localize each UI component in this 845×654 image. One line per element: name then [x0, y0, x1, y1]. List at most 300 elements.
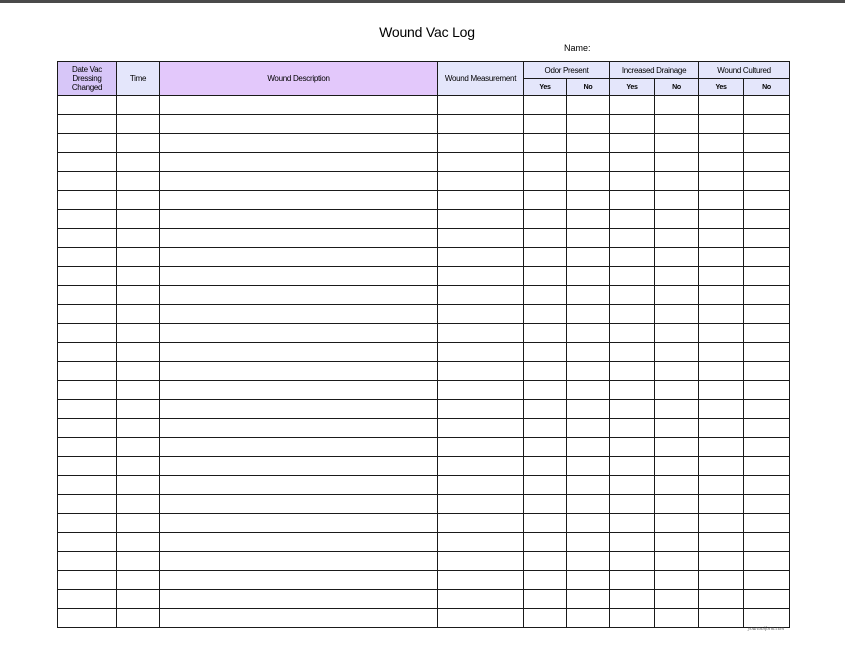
- drainage-yes-cell[interactable]: [610, 96, 655, 115]
- drainage-no-cell[interactable]: [655, 438, 699, 457]
- description-cell[interactable]: [160, 552, 438, 571]
- table-row: [58, 533, 790, 552]
- description-cell[interactable]: [160, 419, 438, 438]
- drainage-yes-cell[interactable]: [610, 457, 655, 476]
- top-border-bar: [0, 0, 845, 3]
- cultured-no-cell[interactable]: [744, 267, 790, 286]
- cultured-no-cell[interactable]: [744, 457, 790, 476]
- odor-no-cell[interactable]: [567, 153, 610, 172]
- table-row: [58, 552, 790, 571]
- odor-no-cell[interactable]: [567, 438, 610, 457]
- table-row: [58, 229, 790, 248]
- table-row: [58, 172, 790, 191]
- measurement-cell[interactable]: [438, 476, 524, 495]
- odor-no-cell[interactable]: [567, 305, 610, 324]
- date-cell[interactable]: [58, 172, 117, 191]
- description-cell[interactable]: [160, 533, 438, 552]
- measurement-cell[interactable]: [438, 362, 524, 381]
- time-cell[interactable]: [117, 210, 160, 229]
- cultured-no-cell[interactable]: [744, 305, 790, 324]
- cultured-yes-cell[interactable]: [699, 438, 744, 457]
- measurement-cell[interactable]: [438, 134, 524, 153]
- drainage-yes-cell[interactable]: [610, 495, 655, 514]
- drainage-yes-cell[interactable]: [610, 134, 655, 153]
- table-row: [58, 96, 790, 115]
- time-cell[interactable]: [117, 286, 160, 305]
- time-cell[interactable]: [117, 248, 160, 267]
- odor-no-cell[interactable]: [567, 552, 610, 571]
- drainage-no-cell[interactable]: [655, 115, 699, 134]
- cultured-yes-cell[interactable]: [699, 267, 744, 286]
- drainage-yes-cell[interactable]: [610, 438, 655, 457]
- date-cell[interactable]: [58, 134, 117, 153]
- drainage-no-cell[interactable]: [655, 571, 699, 590]
- odor-no-cell[interactable]: [567, 267, 610, 286]
- cultured-no-cell[interactable]: [744, 172, 790, 191]
- time-cell[interactable]: [117, 115, 160, 134]
- date-cell[interactable]: [58, 381, 117, 400]
- odor-yes-cell[interactable]: [524, 400, 567, 419]
- cultured-no-cell[interactable]: [744, 400, 790, 419]
- date-cell[interactable]: [58, 495, 117, 514]
- date-cell[interactable]: [58, 248, 117, 267]
- measurement-cell[interactable]: [438, 495, 524, 514]
- odor-yes-cell[interactable]: [524, 590, 567, 609]
- odor-yes-cell[interactable]: [524, 476, 567, 495]
- odor-yes-cell[interactable]: [524, 210, 567, 229]
- measurement-cell[interactable]: [438, 381, 524, 400]
- measurement-cell[interactable]: [438, 533, 524, 552]
- description-cell[interactable]: [160, 115, 438, 134]
- drainage-no-cell[interactable]: [655, 457, 699, 476]
- table-row: [58, 115, 790, 134]
- cultured-yes-cell[interactable]: [699, 210, 744, 229]
- table-row: [58, 400, 790, 419]
- time-cell[interactable]: [117, 96, 160, 115]
- cultured-yes-cell[interactable]: [699, 343, 744, 362]
- cultured-yes-cell[interactable]: [699, 590, 744, 609]
- cultured-yes-cell[interactable]: [699, 457, 744, 476]
- odor-no-cell[interactable]: [567, 324, 610, 343]
- cultured-yes-cell[interactable]: [699, 305, 744, 324]
- odor-no-cell[interactable]: [567, 248, 610, 267]
- drainage-yes-cell[interactable]: [610, 267, 655, 286]
- odor-no-cell[interactable]: [567, 362, 610, 381]
- odor-yes-cell[interactable]: [524, 172, 567, 191]
- drainage-yes-cell[interactable]: [610, 210, 655, 229]
- cultured-no-cell[interactable]: [744, 343, 790, 362]
- odor-yes-cell[interactable]: [524, 305, 567, 324]
- measurement-cell[interactable]: [438, 514, 524, 533]
- time-cell[interactable]: [117, 153, 160, 172]
- description-cell[interactable]: [160, 286, 438, 305]
- drainage-no-cell[interactable]: [655, 590, 699, 609]
- odor-yes-cell[interactable]: [524, 514, 567, 533]
- odor-yes-cell[interactable]: [524, 362, 567, 381]
- cultured-no-cell[interactable]: [744, 552, 790, 571]
- odor-yes-cell[interactable]: [524, 324, 567, 343]
- odor-yes-cell[interactable]: [524, 419, 567, 438]
- description-cell[interactable]: [160, 324, 438, 343]
- odor-yes-cell[interactable]: [524, 286, 567, 305]
- odor-no-cell[interactable]: [567, 191, 610, 210]
- date-cell[interactable]: [58, 400, 117, 419]
- date-cell[interactable]: [58, 476, 117, 495]
- table-row: [58, 381, 790, 400]
- cultured-yes-cell[interactable]: [699, 476, 744, 495]
- measurement-cell[interactable]: [438, 172, 524, 191]
- measurement-cell[interactable]: [438, 343, 524, 362]
- drainage-no-cell[interactable]: [655, 229, 699, 248]
- footer-credit: yourtoolform.com: [748, 627, 784, 632]
- cultured-yes-cell[interactable]: [699, 286, 744, 305]
- cultured-yes-cell[interactable]: [699, 495, 744, 514]
- cultured-yes-cell[interactable]: [699, 571, 744, 590]
- description-cell[interactable]: [160, 571, 438, 590]
- drainage-yes-cell[interactable]: [610, 552, 655, 571]
- odor-no-cell[interactable]: [567, 514, 610, 533]
- odor-yes-cell[interactable]: [524, 343, 567, 362]
- odor-no-cell[interactable]: [567, 609, 610, 628]
- cultured-no-cell[interactable]: [744, 533, 790, 552]
- measurement-cell[interactable]: [438, 438, 524, 457]
- drainage-no-cell[interactable]: [655, 419, 699, 438]
- cultured-yes-cell[interactable]: [699, 514, 744, 533]
- odor-yes-cell[interactable]: [524, 191, 567, 210]
- description-cell[interactable]: [160, 362, 438, 381]
- drainage-yes-cell[interactable]: [610, 533, 655, 552]
- description-cell[interactable]: [160, 381, 438, 400]
- cultured-no-cell[interactable]: [744, 153, 790, 172]
- odor-no-cell[interactable]: [567, 172, 610, 191]
- time-cell[interactable]: [117, 609, 160, 628]
- cultured-yes-cell[interactable]: [699, 153, 744, 172]
- odor-yes-cell[interactable]: [524, 495, 567, 514]
- description-cell[interactable]: [160, 229, 438, 248]
- cultured-yes-cell[interactable]: [699, 400, 744, 419]
- header-odor-no: No: [567, 79, 610, 96]
- measurement-cell[interactable]: [438, 96, 524, 115]
- description-cell[interactable]: [160, 514, 438, 533]
- drainage-yes-cell[interactable]: [610, 400, 655, 419]
- drainage-yes-cell[interactable]: [610, 172, 655, 191]
- description-cell[interactable]: [160, 191, 438, 210]
- drainage-yes-cell[interactable]: [610, 115, 655, 134]
- date-cell[interactable]: [58, 533, 117, 552]
- odor-no-cell[interactable]: [567, 400, 610, 419]
- odor-yes-cell[interactable]: [524, 438, 567, 457]
- drainage-no-cell[interactable]: [655, 286, 699, 305]
- odor-yes-cell[interactable]: [524, 229, 567, 248]
- odor-yes-cell[interactable]: [524, 609, 567, 628]
- measurement-cell[interactable]: [438, 153, 524, 172]
- cultured-no-cell[interactable]: [744, 590, 790, 609]
- drainage-yes-cell[interactable]: [610, 324, 655, 343]
- time-cell[interactable]: [117, 400, 160, 419]
- odor-yes-cell[interactable]: [524, 552, 567, 571]
- description-cell[interactable]: [160, 305, 438, 324]
- drainage-no-cell[interactable]: [655, 96, 699, 115]
- odor-no-cell[interactable]: [567, 134, 610, 153]
- time-cell[interactable]: [117, 495, 160, 514]
- cultured-yes-cell[interactable]: [699, 172, 744, 191]
- drainage-no-cell[interactable]: [655, 381, 699, 400]
- header-time: Time: [117, 62, 160, 96]
- date-cell[interactable]: [58, 267, 117, 286]
- time-cell[interactable]: [117, 191, 160, 210]
- cultured-no-cell[interactable]: [744, 609, 790, 628]
- measurement-cell[interactable]: [438, 400, 524, 419]
- table-row: [58, 210, 790, 229]
- odor-no-cell[interactable]: [567, 476, 610, 495]
- drainage-yes-cell[interactable]: [610, 305, 655, 324]
- header-wound-measurement: Wound Measurement: [438, 62, 524, 96]
- drainage-no-cell[interactable]: [655, 609, 699, 628]
- cultured-yes-cell[interactable]: [699, 248, 744, 267]
- drainage-yes-cell[interactable]: [610, 286, 655, 305]
- date-cell[interactable]: [58, 191, 117, 210]
- odor-no-cell[interactable]: [567, 419, 610, 438]
- description-cell[interactable]: [160, 590, 438, 609]
- odor-no-cell[interactable]: [567, 286, 610, 305]
- time-cell[interactable]: [117, 324, 160, 343]
- odor-yes-cell[interactable]: [524, 381, 567, 400]
- cultured-no-cell[interactable]: [744, 514, 790, 533]
- time-cell[interactable]: [117, 134, 160, 153]
- description-cell[interactable]: [160, 134, 438, 153]
- description-cell[interactable]: [160, 210, 438, 229]
- time-cell[interactable]: [117, 419, 160, 438]
- cultured-no-cell[interactable]: [744, 96, 790, 115]
- time-cell[interactable]: [117, 571, 160, 590]
- odor-no-cell[interactable]: [567, 381, 610, 400]
- drainage-yes-cell[interactable]: [610, 381, 655, 400]
- cultured-no-cell[interactable]: [744, 134, 790, 153]
- time-cell[interactable]: [117, 533, 160, 552]
- date-cell[interactable]: [58, 286, 117, 305]
- header-odor-present: Odor Present: [524, 62, 610, 79]
- drainage-yes-cell[interactable]: [610, 343, 655, 362]
- date-cell[interactable]: [58, 115, 117, 134]
- description-cell[interactable]: [160, 248, 438, 267]
- drainage-no-cell[interactable]: [655, 134, 699, 153]
- cultured-yes-cell[interactable]: [699, 191, 744, 210]
- odor-yes-cell[interactable]: [524, 571, 567, 590]
- drainage-no-cell[interactable]: [655, 172, 699, 191]
- drainage-yes-cell[interactable]: [610, 248, 655, 267]
- odor-no-cell[interactable]: [567, 533, 610, 552]
- date-cell[interactable]: [58, 229, 117, 248]
- measurement-cell[interactable]: [438, 571, 524, 590]
- drainage-no-cell[interactable]: [655, 533, 699, 552]
- drainage-yes-cell[interactable]: [610, 476, 655, 495]
- date-cell[interactable]: [58, 457, 117, 476]
- measurement-cell[interactable]: [438, 457, 524, 476]
- drainage-yes-cell[interactable]: [610, 419, 655, 438]
- cultured-yes-cell[interactable]: [699, 362, 744, 381]
- cultured-yes-cell[interactable]: [699, 134, 744, 153]
- drainage-yes-cell[interactable]: [610, 514, 655, 533]
- odor-no-cell[interactable]: [567, 229, 610, 248]
- description-cell[interactable]: [160, 609, 438, 628]
- table-row: [58, 248, 790, 267]
- date-cell[interactable]: [58, 514, 117, 533]
- table-row: [58, 286, 790, 305]
- odor-yes-cell[interactable]: [524, 533, 567, 552]
- odor-no-cell[interactable]: [567, 96, 610, 115]
- cultured-no-cell[interactable]: [744, 438, 790, 457]
- odor-no-cell[interactable]: [567, 115, 610, 134]
- time-cell[interactable]: [117, 267, 160, 286]
- date-cell[interactable]: [58, 362, 117, 381]
- measurement-cell[interactable]: [438, 248, 524, 267]
- cultured-no-cell[interactable]: [744, 229, 790, 248]
- cultured-no-cell[interactable]: [744, 362, 790, 381]
- cultured-yes-cell[interactable]: [699, 115, 744, 134]
- odor-no-cell[interactable]: [567, 571, 610, 590]
- date-cell[interactable]: [58, 571, 117, 590]
- cultured-no-cell[interactable]: [744, 191, 790, 210]
- drainage-yes-cell[interactable]: [610, 362, 655, 381]
- time-cell[interactable]: [117, 438, 160, 457]
- cultured-no-cell[interactable]: [744, 381, 790, 400]
- drainage-no-cell[interactable]: [655, 267, 699, 286]
- cultured-no-cell[interactable]: [744, 115, 790, 134]
- time-cell[interactable]: [117, 229, 160, 248]
- odor-no-cell[interactable]: [567, 210, 610, 229]
- drainage-no-cell[interactable]: [655, 248, 699, 267]
- time-cell[interactable]: [117, 343, 160, 362]
- drainage-no-cell[interactable]: [655, 191, 699, 210]
- cultured-yes-cell[interactable]: [699, 324, 744, 343]
- measurement-cell[interactable]: [438, 229, 524, 248]
- cultured-yes-cell[interactable]: [699, 533, 744, 552]
- drainage-no-cell[interactable]: [655, 362, 699, 381]
- drainage-yes-cell[interactable]: [610, 191, 655, 210]
- drainage-no-cell[interactable]: [655, 343, 699, 362]
- measurement-cell[interactable]: [438, 609, 524, 628]
- measurement-cell[interactable]: [438, 286, 524, 305]
- odor-yes-cell[interactable]: [524, 115, 567, 134]
- odor-no-cell[interactable]: [567, 590, 610, 609]
- cultured-no-cell[interactable]: [744, 476, 790, 495]
- cultured-no-cell[interactable]: [744, 210, 790, 229]
- drainage-no-cell[interactable]: [655, 495, 699, 514]
- measurement-cell[interactable]: [438, 267, 524, 286]
- measurement-cell[interactable]: [438, 115, 524, 134]
- description-cell[interactable]: [160, 267, 438, 286]
- description-cell[interactable]: [160, 495, 438, 514]
- drainage-no-cell[interactable]: [655, 210, 699, 229]
- cultured-no-cell[interactable]: [744, 419, 790, 438]
- measurement-cell[interactable]: [438, 590, 524, 609]
- cultured-no-cell[interactable]: [744, 248, 790, 267]
- description-cell[interactable]: [160, 172, 438, 191]
- description-cell[interactable]: [160, 153, 438, 172]
- drainage-yes-cell[interactable]: [610, 590, 655, 609]
- time-cell[interactable]: [117, 552, 160, 571]
- cultured-no-cell[interactable]: [744, 571, 790, 590]
- cultured-yes-cell[interactable]: [699, 96, 744, 115]
- date-cell[interactable]: [58, 438, 117, 457]
- date-cell[interactable]: [58, 96, 117, 115]
- drainage-yes-cell[interactable]: [610, 609, 655, 628]
- description-cell[interactable]: [160, 400, 438, 419]
- odor-yes-cell[interactable]: [524, 248, 567, 267]
- time-cell[interactable]: [117, 514, 160, 533]
- measurement-cell[interactable]: [438, 305, 524, 324]
- odor-yes-cell[interactable]: [524, 96, 567, 115]
- date-cell[interactable]: [58, 419, 117, 438]
- cultured-yes-cell[interactable]: [699, 229, 744, 248]
- odor-no-cell[interactable]: [567, 495, 610, 514]
- drainage-yes-cell[interactable]: [610, 153, 655, 172]
- cultured-yes-cell[interactable]: [699, 609, 744, 628]
- cultured-yes-cell[interactable]: [699, 381, 744, 400]
- time-cell[interactable]: [117, 362, 160, 381]
- time-cell[interactable]: [117, 476, 160, 495]
- date-cell[interactable]: [58, 552, 117, 571]
- drainage-yes-cell[interactable]: [610, 571, 655, 590]
- description-cell[interactable]: [160, 343, 438, 362]
- description-cell[interactable]: [160, 476, 438, 495]
- description-cell[interactable]: [160, 457, 438, 476]
- measurement-cell[interactable]: [438, 324, 524, 343]
- header-cultured-no: No: [744, 79, 790, 96]
- date-cell[interactable]: [58, 590, 117, 609]
- table-row: [58, 571, 790, 590]
- date-cell[interactable]: [58, 343, 117, 362]
- cultured-no-cell[interactable]: [744, 495, 790, 514]
- odor-no-cell[interactable]: [567, 457, 610, 476]
- odor-yes-cell[interactable]: [524, 153, 567, 172]
- date-cell[interactable]: [58, 609, 117, 628]
- time-cell[interactable]: [117, 457, 160, 476]
- time-cell[interactable]: [117, 172, 160, 191]
- date-cell[interactable]: [58, 210, 117, 229]
- drainage-no-cell[interactable]: [655, 476, 699, 495]
- cultured-yes-cell[interactable]: [699, 552, 744, 571]
- odor-yes-cell[interactable]: [524, 134, 567, 153]
- drainage-no-cell[interactable]: [655, 324, 699, 343]
- odor-no-cell[interactable]: [567, 343, 610, 362]
- time-cell[interactable]: [117, 590, 160, 609]
- measurement-cell[interactable]: [438, 191, 524, 210]
- odor-yes-cell[interactable]: [524, 457, 567, 476]
- time-cell[interactable]: [117, 305, 160, 324]
- odor-yes-cell[interactable]: [524, 267, 567, 286]
- cultured-no-cell[interactable]: [744, 286, 790, 305]
- drainage-yes-cell[interactable]: [610, 229, 655, 248]
- date-cell[interactable]: [58, 305, 117, 324]
- table-row: [58, 495, 790, 514]
- description-cell[interactable]: [160, 438, 438, 457]
- time-cell[interactable]: [117, 381, 160, 400]
- measurement-cell[interactable]: [438, 552, 524, 571]
- drainage-no-cell[interactable]: [655, 153, 699, 172]
- date-cell[interactable]: [58, 153, 117, 172]
- drainage-no-cell[interactable]: [655, 400, 699, 419]
- drainage-no-cell[interactable]: [655, 552, 699, 571]
- cultured-yes-cell[interactable]: [699, 419, 744, 438]
- date-cell[interactable]: [58, 324, 117, 343]
- cultured-no-cell[interactable]: [744, 324, 790, 343]
- drainage-no-cell[interactable]: [655, 514, 699, 533]
- drainage-no-cell[interactable]: [655, 305, 699, 324]
- measurement-cell[interactable]: [438, 419, 524, 438]
- description-cell[interactable]: [160, 96, 438, 115]
- measurement-cell[interactable]: [438, 210, 524, 229]
